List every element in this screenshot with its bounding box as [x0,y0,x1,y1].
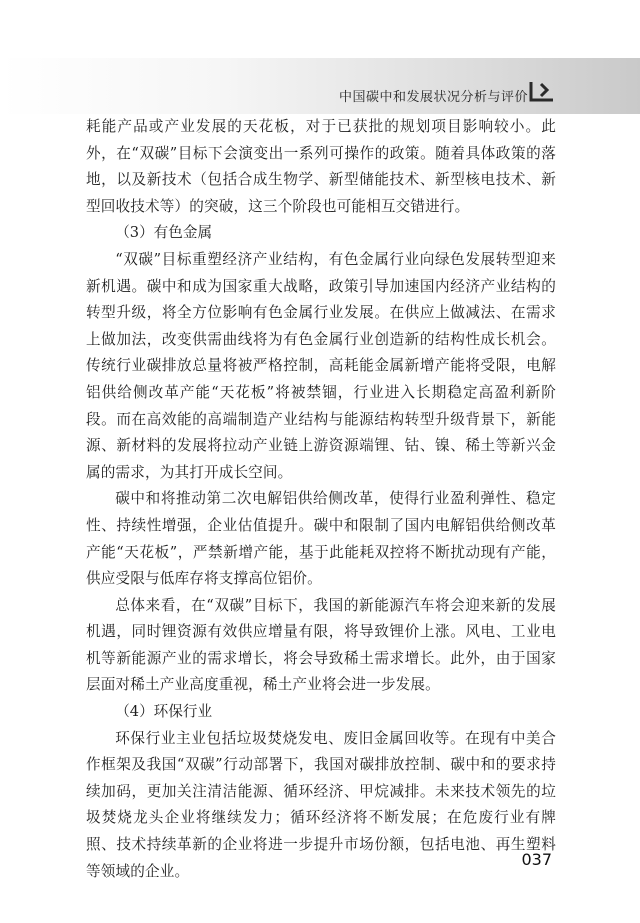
section-heading-environmental-protection: （4）环保行业 [115,703,213,721]
body-text [86,114,556,885]
paragraph: 总体来看，在“双碳”目标下，我国的新能源汽车将会迎来新的发展机遇，同时锂资源有效供应增量有限，将导致锂价上涨。风电、工业电机等新能源产业的需求增长，将会导致稀土需求增长。此外，由于国家层面对稀土产业高度重视，稀土产业将会进一步发展。 [86,596,556,694]
running-header-title: 中国碳中和发展状况分析与评价 [338,90,528,105]
paragraph: “双碳”目标重塑经济产业结构，有色金属行业向绿色发展转型迎来新机遇。碳中和成为国家重大战略，政策引导加速国内经济产业结构的转型升级，将全方位影响有色金属行业发展。在供应上做减法、在需求上做加法，改变供需曲线将为有色金属行业创造新的结构性成长机会。传统行业碳排放总量将被严格控制，高耗能金属新增产能将受限，电解铝供给侧改革产能“天花板”将被禁锢，行业进入长期稳定高盈利新阶段。而在高效能的高端制造产业结构与能源结构转型升级背景下，新能源、新材料的发展将拉动产业链上游资源端锂、钴、镍、稀土等新兴金属的需求，为其打开成长空间。 [86,250,556,481]
paragraph: 碳中和将推动第二次电解铝供给侧改革，使得行业盈利弹性、稳定性、持续性增强，企业估值提升。碳中和限制了国内电解铝供给侧改革产能“天花板”，严禁新增产能，基于此能耗双控将不断扰动现有产能，供应受限与低库存将支撑高位铝价。 [86,490,556,588]
paragraph-continued: 耗能产品或产业发展的天花板，对于已获批的规划项目影响较小。此外，在“双碳”目标下会演变出一系列可操作的政策。随着具体政策的落地，以及新技术（包括合成生物学、新型储能技术、新型核电技术、新型回收技术等）的突破，这三个阶段也可能相互交错进行。 [86,118,556,215]
chapter-arrow-icon [528,78,556,104]
page-number: 037 [521,850,552,869]
section-heading-nonferrous-metals: （3）有色金属 [115,224,213,242]
paragraph: 环保行业主业包括垃圾焚烧发电、废旧金属回收等。在现有中美合作框架及我国“双碳”行动部署下，我国对碳排放控制、碳中和的要求持续加码，更加关注清洁能源、循环经济、甲烷减排。未来技术领先的垃圾焚烧龙头企业将继续发力；循环经济将不断发展；在危废行业有牌照、技术持续革新的企业将进一步提升市场份额，包括电池、再生塑料等领域的企业。 [86,729,556,880]
